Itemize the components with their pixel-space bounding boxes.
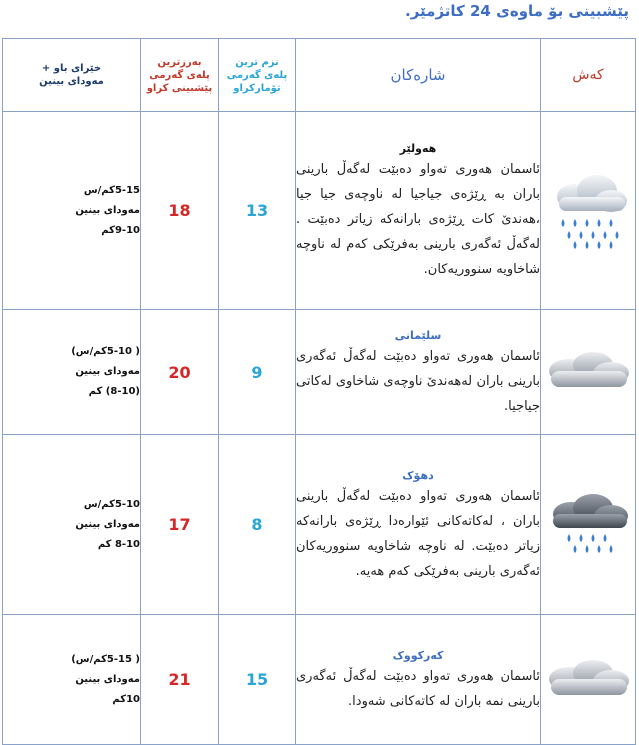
header-wind-visibility xyxy=(3,39,141,112)
max-temp: 18 xyxy=(141,112,219,310)
header-cities: شارەکان xyxy=(296,39,541,112)
max-temp: 17 xyxy=(141,435,219,615)
wind-line: ( 5-15کم/س) xyxy=(71,653,140,665)
wind-line: 5-10کم/س xyxy=(83,498,140,510)
header-min-line: نزم ترین xyxy=(235,56,279,68)
wind-line: 8-10 کم xyxy=(97,538,140,550)
header-row xyxy=(3,39,636,112)
header-wind-line: مەودای بینین xyxy=(39,76,104,87)
wind-line: 5-15کم/س xyxy=(83,184,140,196)
city-name: سلێمانی xyxy=(394,328,442,342)
max-temp: 20 xyxy=(141,310,219,435)
min-temp: 15 xyxy=(219,615,296,745)
wind-line: 9-10کم xyxy=(101,224,140,236)
min-temp: 13 xyxy=(219,112,296,310)
weather-cell xyxy=(541,112,636,310)
header-min-temp xyxy=(219,39,296,112)
header-min-line: تۆمارکراو xyxy=(233,82,281,94)
city-cell xyxy=(296,435,541,615)
table-row xyxy=(3,112,636,310)
city-description: ئاسمان هەوری تەواو دەبێت لەگەڵ بارینی باران ، لەکاتەکانی ئێوارەدا ڕێژەی بارانەکە زیاتر دەبێت. لە ناوچە شاخاویە سنووریەکان ئەگەری بارینی بەفرێکی کەم هەیە. xyxy=(296,488,540,579)
wind-line: ( 5-10کم/س) xyxy=(71,346,140,357)
max-temp: 21 xyxy=(141,615,219,745)
wind-visibility xyxy=(3,310,141,435)
overcast-cloud-icon xyxy=(543,347,633,397)
header-max-line: پێشبینی کراو xyxy=(146,82,213,94)
wind-line: مەودای بینین xyxy=(75,366,140,377)
forecast-table xyxy=(2,38,636,745)
city-cell xyxy=(296,112,541,310)
table-row xyxy=(3,435,636,615)
rain-cloud-icon xyxy=(545,171,631,251)
city-name: هەولێر xyxy=(399,142,437,155)
wind-line: 10کم xyxy=(112,693,140,705)
weather-cell xyxy=(541,435,636,615)
header-max-line: بەرزترین xyxy=(157,56,202,68)
table-row xyxy=(3,615,636,745)
header-wind-line: خێرای باو + xyxy=(41,63,102,74)
table-row xyxy=(3,310,636,435)
wind-line: (8-10) کم xyxy=(88,386,140,397)
wind-visibility xyxy=(3,435,141,615)
storm-cloud-icon xyxy=(545,492,631,558)
weather-cell xyxy=(541,615,636,745)
wind-line: مەودای بینین xyxy=(75,204,140,216)
city-description: ئاسمان هەوری تەواو دەبێت لەگەڵ ئەگەری بارینی باران لەهەندێ ناوچەی شاخاوی لەکاتی جیاجیا. xyxy=(296,348,540,414)
header-max-line: پلەی گەرمی xyxy=(149,69,210,81)
header-weather: کەش xyxy=(541,39,636,112)
overcast-cloud-icon xyxy=(543,655,633,705)
weather-cell xyxy=(541,310,636,435)
city-cell xyxy=(296,310,541,435)
wind-visibility xyxy=(3,112,141,310)
min-temp: 8 xyxy=(219,435,296,615)
city-name: دهۆک xyxy=(402,468,434,482)
min-temp: 9 xyxy=(219,310,296,435)
city-name: کەرکووک xyxy=(392,648,444,662)
city-cell xyxy=(296,615,541,745)
city-description: ئاسمان هەوری تەواو دەبێت لەگەڵ ئەگەری بارینی نمە باران لە کاتەکانی شەودا. xyxy=(296,668,540,709)
wind-line: مەودای بینین xyxy=(75,518,140,530)
page-title: پێشبینی بۆ ماوەی 24 کاتژمێر. xyxy=(405,2,629,20)
wind-visibility xyxy=(3,615,141,745)
header-min-line: پلەی گەرمی xyxy=(226,69,288,81)
header-max-temp xyxy=(141,39,219,112)
city-description: ئاسمان هەوری تەواو دەبێت لەگەڵ بارینی باران بە ڕێژەی جیاجیا لە ناوچەی جیا جیا ،هەندێ کات ڕێژەی بارانەکە زیاتر دەبێت . لەگەڵ ئەگەری بارینی بەفرێکی کەم لە ناوچە شاخاویە سنووریەکان. xyxy=(296,162,540,277)
wind-line: مەودای بینین xyxy=(75,673,140,685)
